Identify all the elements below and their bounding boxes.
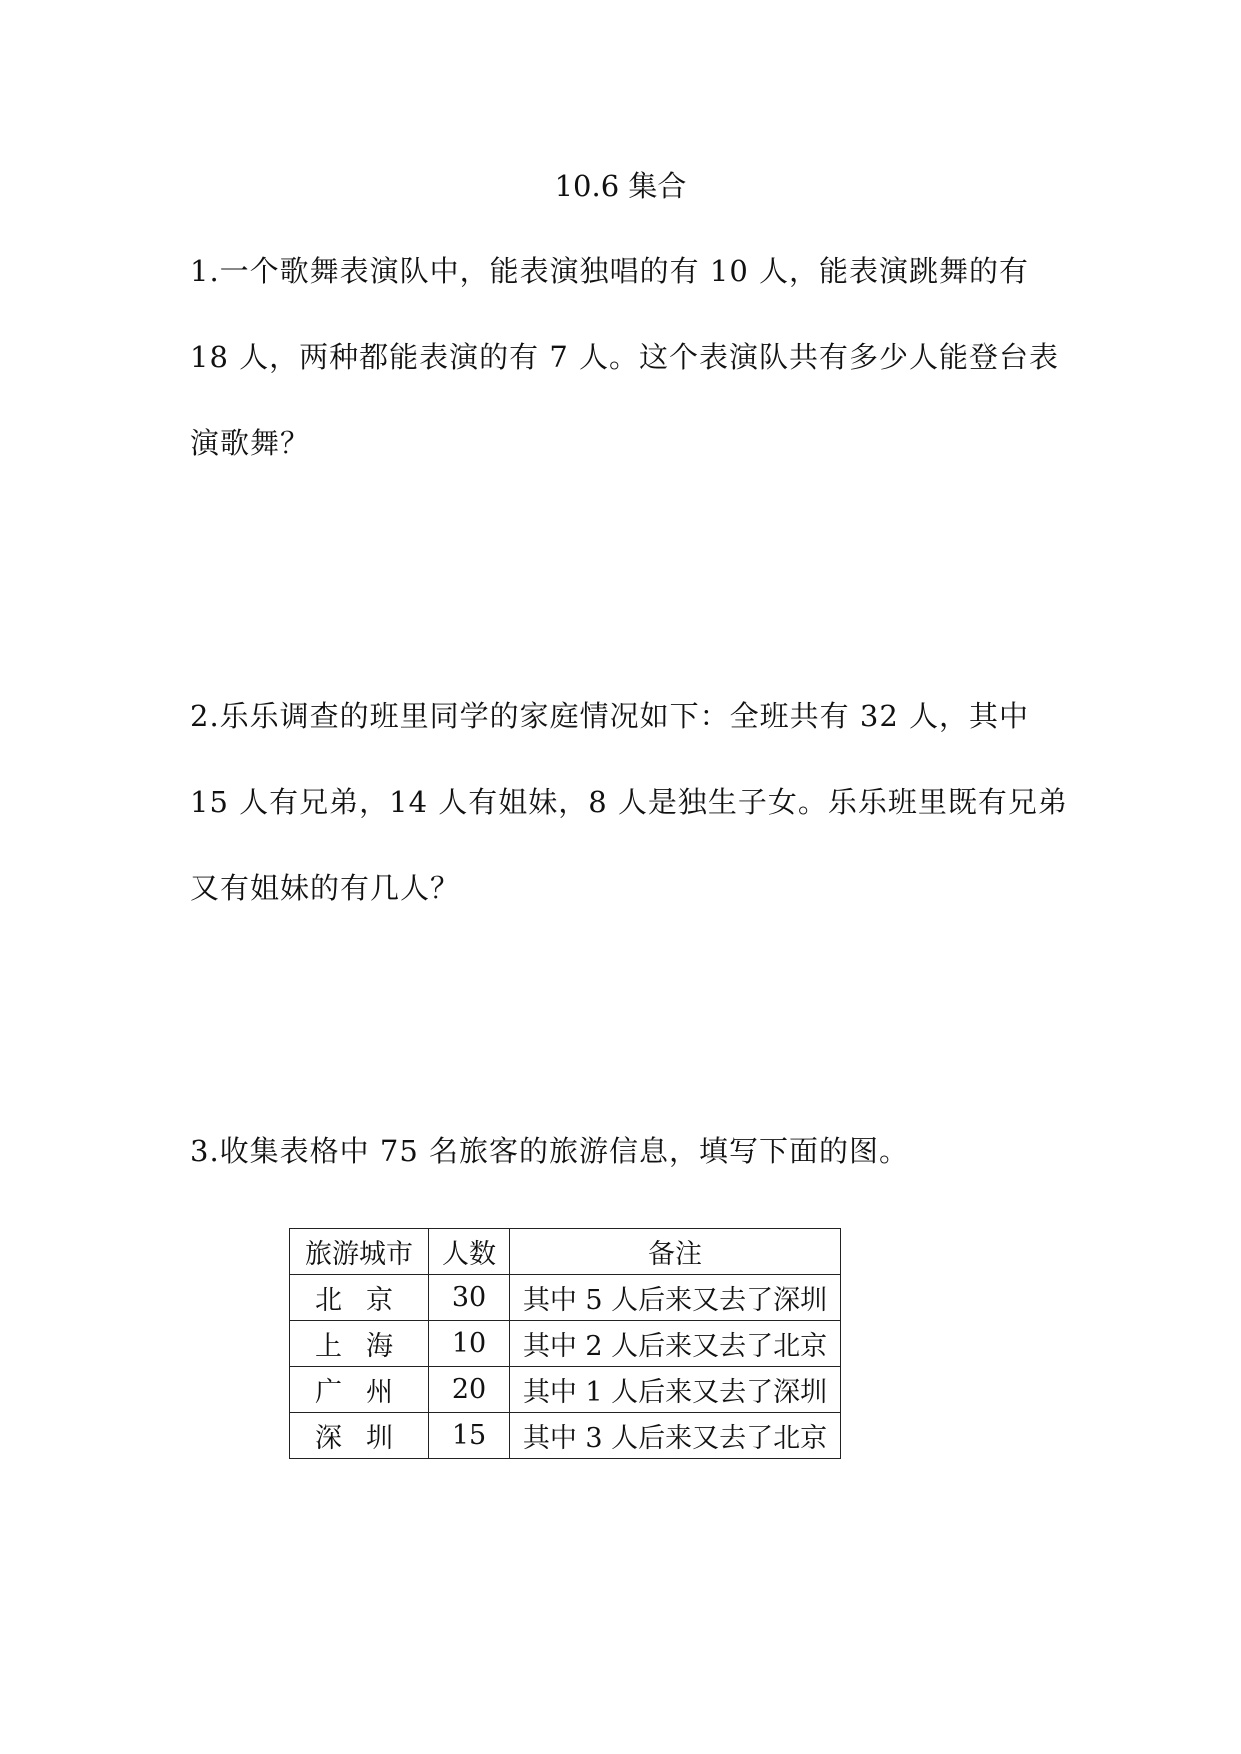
cell-count: 20 — [429, 1367, 510, 1413]
header-city: 旅游城市 — [290, 1229, 429, 1275]
cell-note: 其中 1 人后来又去了深圳 — [510, 1367, 841, 1413]
cell-city: 北京 — [290, 1275, 429, 1321]
cell-city: 深圳 — [290, 1413, 429, 1459]
question-2: 2.乐乐调查的班里同学的家庭情况如下：全班共有 32 人，其中 15 人有兄弟，14 人有姐妹，8 人是独生子女。乐乐班里既有兄弟又有姐妹的有几人？ — [190, 699, 1068, 905]
question-3: 3.收集表格中 75 名旅客的旅游信息，填写下面的图。 — [190, 1134, 910, 1168]
table-row — [290, 1275, 841, 1321]
header-note: 备注 — [510, 1229, 841, 1275]
cell-city: 广州 — [290, 1367, 429, 1413]
cell-count: 10 — [429, 1321, 510, 1367]
cell-note: 其中 3 人后来又去了北京 — [510, 1413, 841, 1459]
table-header-row — [290, 1229, 841, 1275]
table-row — [290, 1367, 841, 1413]
cell-city: 上海 — [290, 1321, 429, 1367]
cell-count: 30 — [429, 1275, 510, 1321]
header-count: 人数 — [429, 1229, 510, 1275]
cell-count: 15 — [429, 1413, 510, 1459]
cell-note: 其中 5 人后来又去了深圳 — [510, 1275, 841, 1321]
cell-note: 其中 2 人后来又去了北京 — [510, 1321, 841, 1367]
table-row — [290, 1321, 841, 1367]
table-row — [290, 1413, 841, 1459]
question-1: 1.一个歌舞表演队中，能表演独唱的有 10 人，能表演跳舞的有 18 人，两种都能表演的有 7 人。这个表演队共有多少人能登台表演歌舞？ — [190, 254, 1060, 460]
page-title: 10.6 集合 — [554, 169, 687, 203]
travel-info-table — [289, 1228, 841, 1459]
